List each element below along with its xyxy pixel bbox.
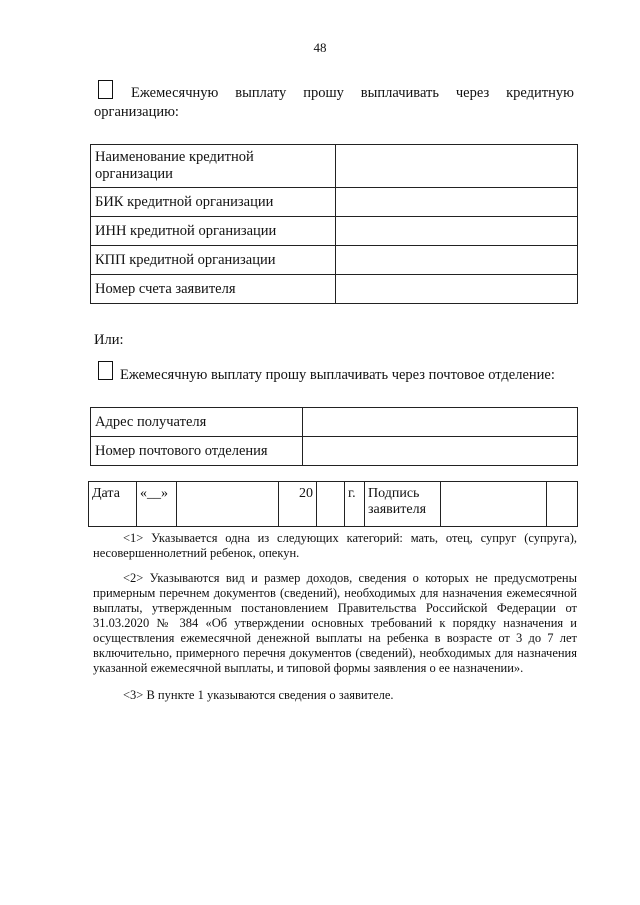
bank-option-word: выплачивать [360,85,439,101]
signature-table [88,481,578,527]
bank-option-text [131,84,574,102]
field-label: ИНН кредитной организации [91,217,336,246]
post-option-checkbox[interactable] [98,361,113,380]
inn-field[interactable] [336,217,578,246]
field-label: БИК кредитной организации [91,188,336,217]
year-field[interactable] [317,482,345,527]
bank-option-word: выплату [235,85,287,101]
field-label: КПП кредитной организации [91,246,336,275]
table-row [91,145,578,188]
table-row [91,246,578,275]
field-label: Номер счета заявителя [91,275,336,304]
date-label: Дата [89,482,137,527]
signature-label: Подпись заявителя [365,482,441,527]
bik-field[interactable] [336,188,578,217]
page-number: 48 [313,40,327,55]
bank-option-word: кредитную [506,85,574,101]
bank-option-checkbox[interactable] [98,80,113,99]
table-row [89,482,578,527]
field-label: Адрес получателя [91,408,303,437]
bank-name-field[interactable] [336,145,578,188]
footnote-1: <1> Указывается одна из следующих категорий: мать, отец, супруг (супруга), несовершеннолетний ребенок, опекун. [93,531,577,560]
recipient-address-field[interactable] [303,408,578,437]
footnote-3: <3> В пункте 1 указываются сведения о заявителе. [123,688,394,702]
table-row [91,275,578,304]
table-row [91,437,578,466]
account-number-field[interactable] [336,275,578,304]
bank-option-word: Ежемесячную [131,85,219,101]
or-separator: Или: [94,332,124,348]
field-label: Наименование кредитной организации [91,145,336,188]
bank-option-word: через [455,85,490,101]
post-details-table [90,407,578,466]
table-row [91,217,578,246]
year-suffix: г. [345,482,365,527]
table-row [91,188,578,217]
bank-details-table [90,144,578,304]
post-office-number-field[interactable] [303,437,578,466]
month-field[interactable] [177,482,279,527]
year-prefix: 20 [279,482,317,527]
signature-field[interactable] [441,482,547,527]
bank-option-text-line2: организацию: [94,104,179,120]
footnote-2: <2> Указываются вид и размер доходов, сведения о которых не предусмотрены примерным перечнем документов (сведений), необходимых для назначения ежемесячной выплаты, утвержденным постановлением Правительства Российской Федерации от 31.03.2020 № 384 «Об утверждении основных требований к порядку назначения и осуществления ежемесячной денежной выплаты на ребенка в возрасте от 3 до 7 лет включительно, примерного перечня документов (сведений), необходимых для назначения указанной ежемесячной выплаты, и типовой формы заявления о ее назначении». [93,571,577,675]
kpp-field[interactable] [336,246,578,275]
signature-extra-field[interactable] [547,482,578,527]
table-row [91,408,578,437]
bank-option-word: прошу [303,85,344,101]
post-option-text: Ежемесячную выплату прошу выплачивать через почтовое отделение: [120,367,555,383]
field-label: Номер почтового отделения [91,437,303,466]
day-field[interactable]: «__» [137,482,177,527]
